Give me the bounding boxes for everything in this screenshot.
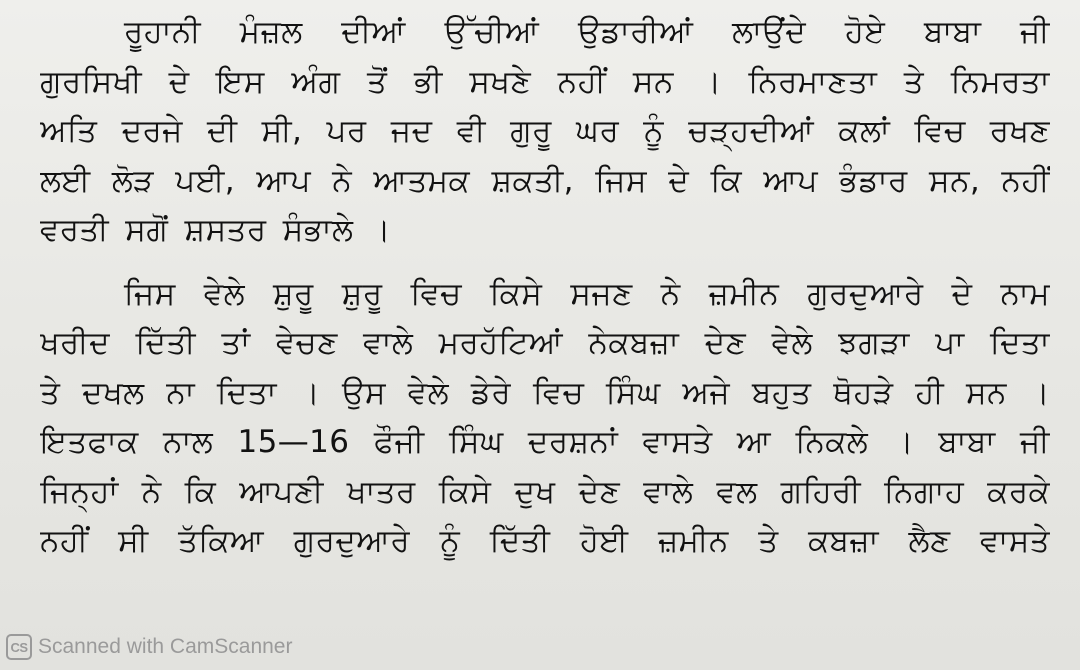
camscanner-logo-icon: CS bbox=[6, 634, 32, 660]
watermark-text: Scanned with CamScanner bbox=[38, 635, 293, 658]
text-line: ਅਤਿ ਦਰਜੇ ਦੀ ਸੀ, ਪਰ ਜਦ ਵੀ ਗੁਰੂ ਘਰ ਨੂੰ ਚੜ੍ਹਦੀਆਂ ਕਲਾਂ ਵਿਚ ਰਖਣ bbox=[40, 113, 1050, 149]
paragraph-2 bbox=[40, 270, 1050, 567]
text-line: ਜਿਨ੍ਹਾਂ ਨੇ ਕਿ ਆਪਣੀ ਖਾਤਰ ਕਿਸੇ ਦੁਖ ਦੇਣ ਵਾਲੇ ਵਲ ਗਹਿਰੀ ਨਿਗਾਹ ਕਰਕੇ bbox=[40, 473, 1050, 510]
paragraph-1 bbox=[40, 8, 1050, 256]
text-line: ਖਰੀਦ ਦਿੱਤੀ ਤਾਂ ਵੇਚਣ ਵਾਲੇ ਮਰਹੱਟਿਆਂ ਨੇਕਬਜ਼ਾ ਦੇਣ ਵੇਲੇ ਝਗੜਾ ਪਾ ਦਿਤਾ bbox=[40, 325, 1050, 361]
text-line: ਲਈ ਲੋੜ ਪਈ, ਆਪ ਨੇ ਆਤਮਕ ਸ਼ਕਤੀ, ਜਿਸ ਦੇ ਕਿ ਆਪ ਭੰਡਾਰ ਸਨ, ਨਹੀਂ bbox=[40, 162, 1050, 199]
text-line: ਨਹੀਂ ਸੀ ਤੱਕਿਆ ਗੁਰਦੁਆਰੇ ਨੂੰ ਦਿੱਤੀ ਹੋਈ ਜ਼ਮੀਨ ਤੇ ਕਬਜ਼ਾ ਲੈਣ ਵਾਸਤੇ bbox=[40, 523, 1050, 559]
text-line: ਵਰਤੀ ਸਗੋਂ ਸ਼ਸਤਰ ਸੰਭਾਲੇ । bbox=[40, 212, 391, 248]
camscanner-watermark bbox=[6, 632, 292, 662]
text-line: ਇਤਫਾਕ ਨਾਲ 15—16 ਫੌਜੀ ਸਿੰਘ ਦਰਸ਼ਨਾਂ ਵਾਸਤੇ ਆ ਨਿਕਲੇ । ਬਾਬਾ ਜੀ bbox=[40, 424, 1050, 460]
text-line: ਤੇ ਦਖਲ ਨਾ ਦਿਤਾ । ਉਸ ਵੇਲੇ ਡੇਰੇ ਵਿਚ ਸਿੰਘ ਅਜੇ ਬਹੁਤ ਥੋਹੜੇ ਹੀ ਸਨ । bbox=[40, 374, 1050, 411]
text-line: ਰੂਹਾਨੀ ਮੰਜ਼ਲ ਦੀਆਂ ਉੱਚੀਆਂ ਉਡਾਰੀਆਂ ਲਾਉਂਦੇ ਹੋਏ ਬਾਬਾ ਜੀ bbox=[124, 14, 1050, 50]
text-line: ਜਿਸ ਵੇਲੇ ਸ਼ੁਰੂ ਸ਼ੁਰੂ ਵਿਚ ਕਿਸੇ ਸਜਣ ਨੇ ਜ਼ਮੀਨ ਗੁਰਦੁਆਰੇ ਦੇ ਨਾਮ bbox=[124, 275, 1050, 312]
text-line: ਗੁਰਸਿਖੀ ਦੇ ਇਸ ਅੰਗ ਤੋਂ ਭੀ ਸਖਣੇ ਨਹੀਂ ਸਨ । ਨਿਰਮਾਣਤਾ ਤੇ ਨਿਮਰਤਾ bbox=[40, 63, 1050, 100]
body-text bbox=[40, 8, 1050, 567]
